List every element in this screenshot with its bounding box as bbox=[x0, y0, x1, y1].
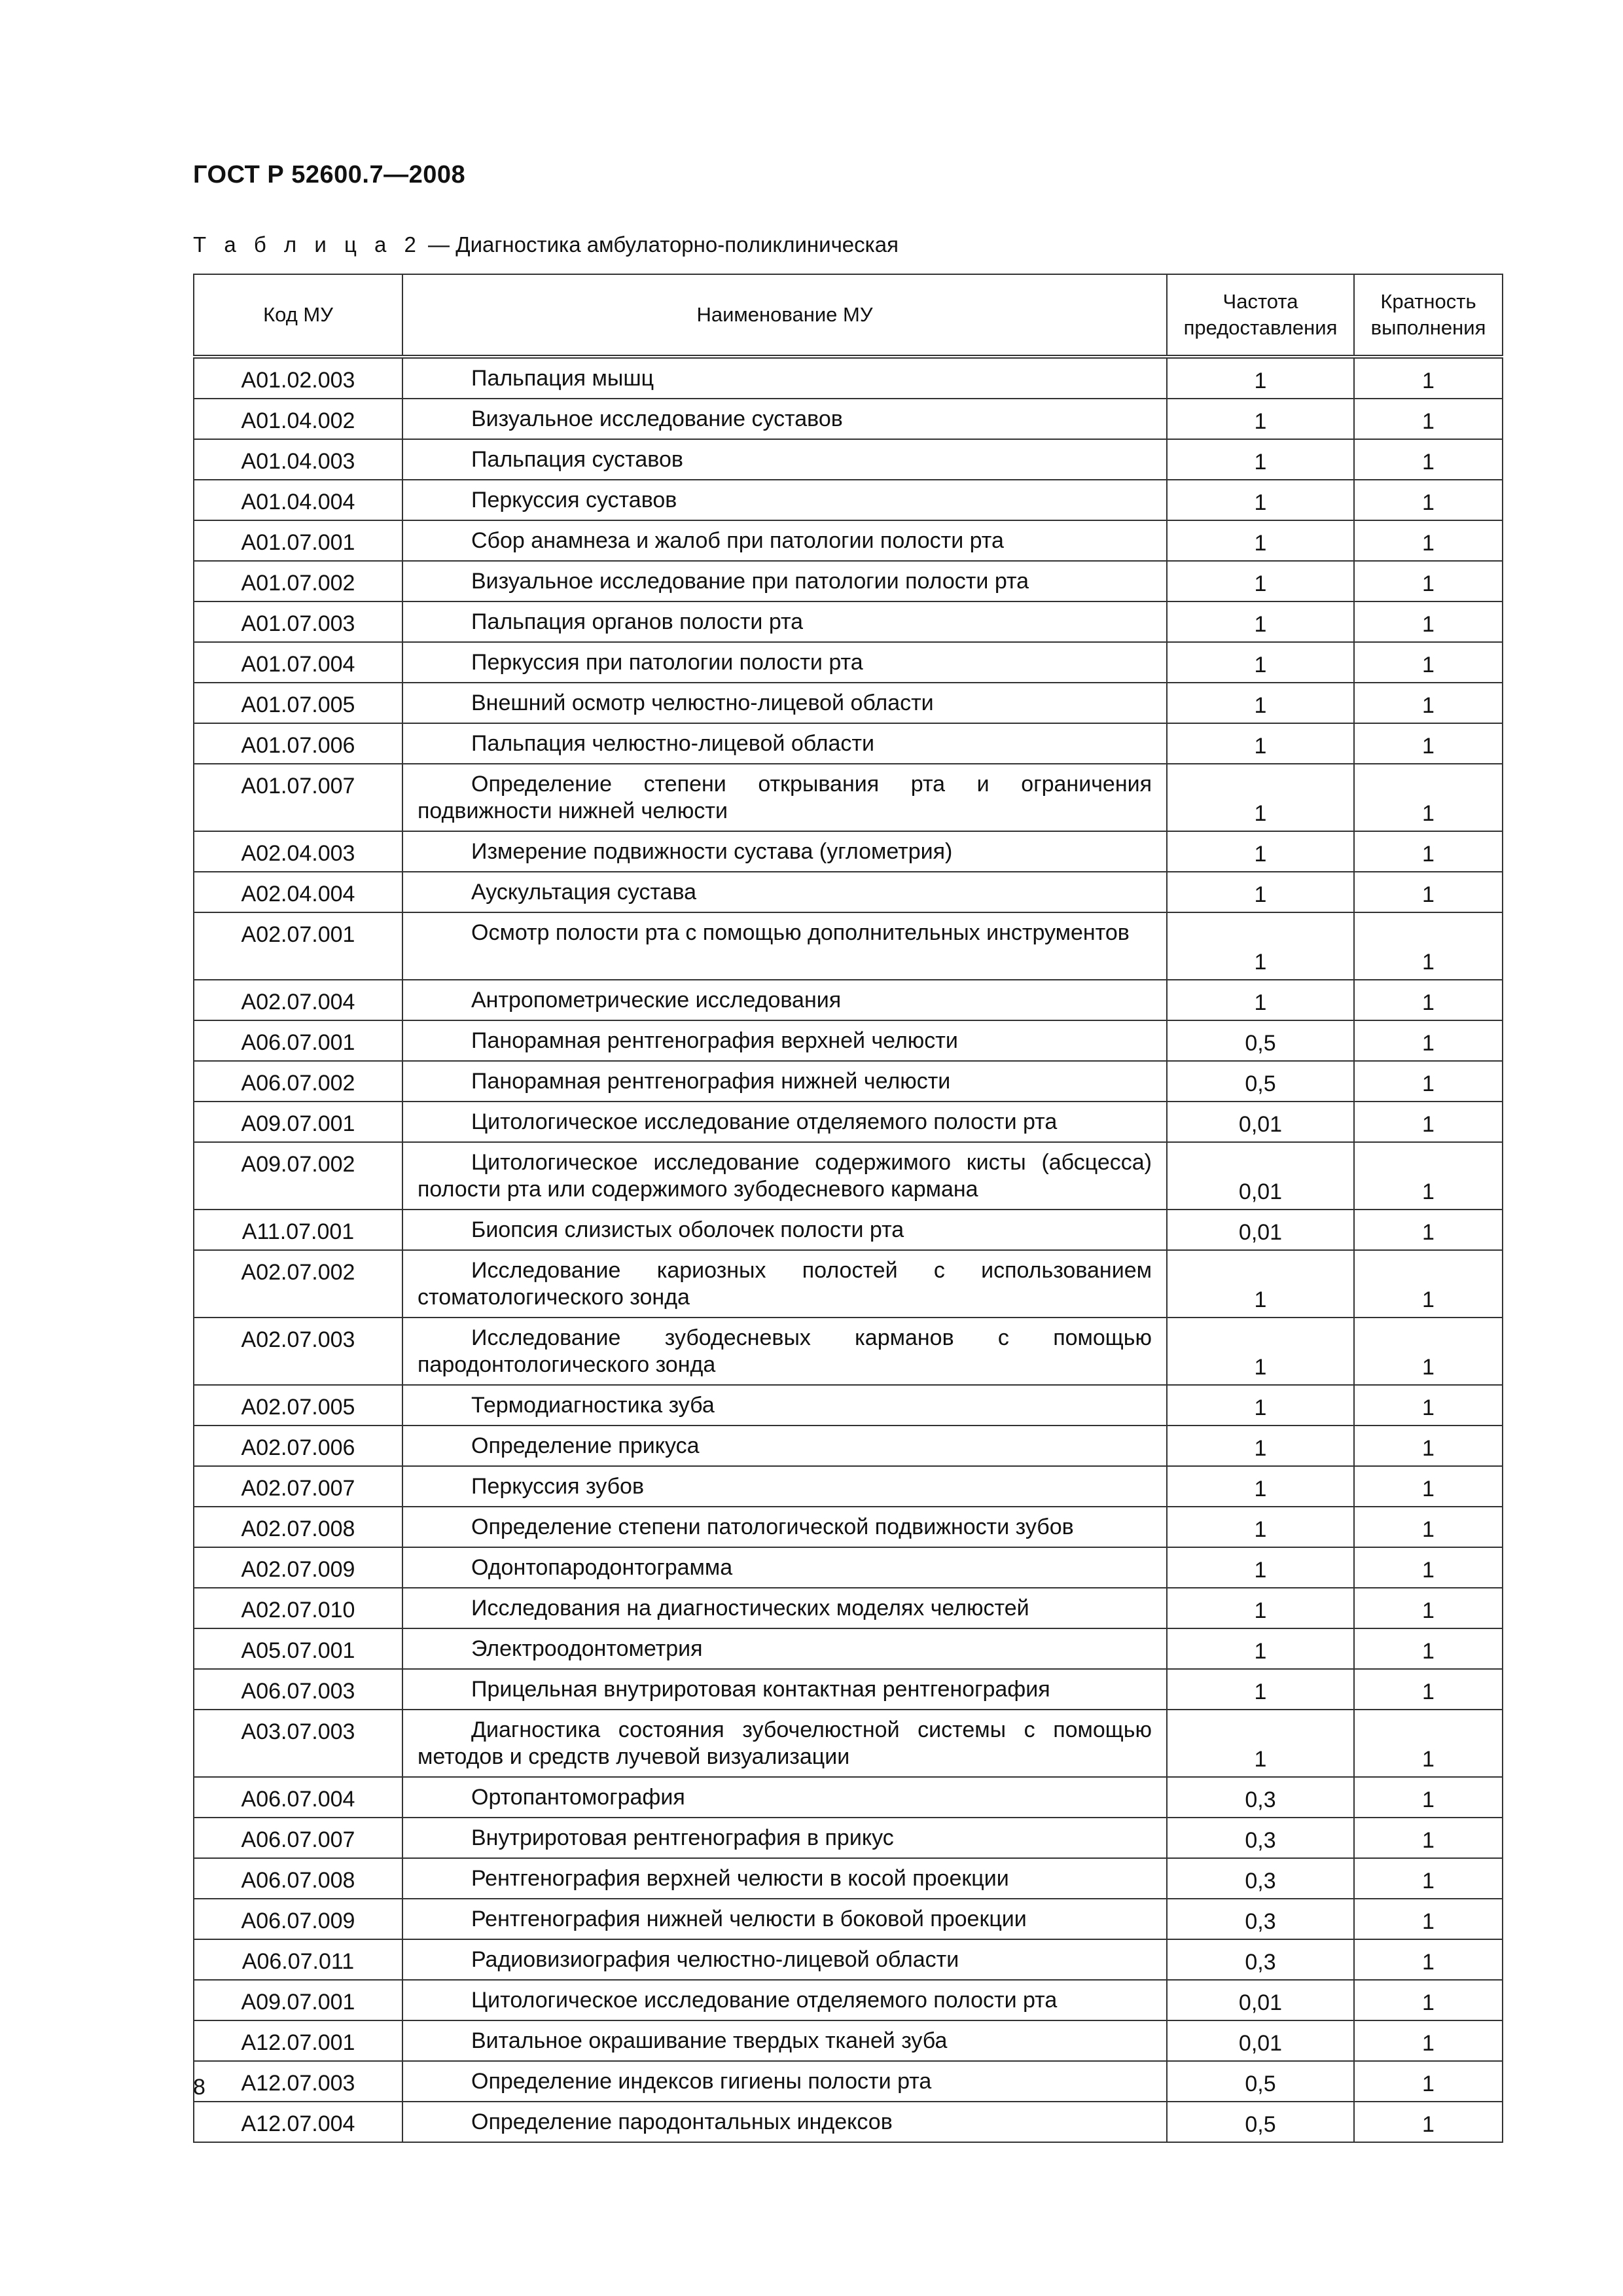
cell-frequency: 0,5 bbox=[1167, 1020, 1354, 1061]
cell-code: А01.07.001 bbox=[194, 520, 402, 561]
cell-code: А06.07.009 bbox=[194, 1899, 402, 1939]
cell-frequency: 1 bbox=[1167, 1426, 1354, 1466]
cell-name-text: Визуальное исследование суставов bbox=[471, 406, 843, 431]
table-row bbox=[194, 399, 1503, 439]
table-row bbox=[194, 520, 1503, 561]
table-caption-text: — Диагностика амбулаторно-поликлиническая bbox=[421, 232, 899, 257]
cell-code: А12.07.003 bbox=[194, 2061, 402, 2102]
cell-name bbox=[402, 723, 1167, 764]
cell-code: А06.07.011 bbox=[194, 1939, 402, 1980]
table-row bbox=[194, 1102, 1503, 1142]
cell-frequency: 0,3 bbox=[1167, 1858, 1354, 1899]
cell-name bbox=[402, 1210, 1167, 1250]
cell-multiplicity: 1 bbox=[1354, 1899, 1503, 1939]
cell-code: А01.04.004 bbox=[194, 480, 402, 520]
cell-name bbox=[402, 1102, 1167, 1142]
table-row bbox=[194, 1507, 1503, 1547]
cell-code: А12.07.004 bbox=[194, 2102, 402, 2142]
cell-code: А01.02.003 bbox=[194, 357, 402, 399]
table-body bbox=[194, 357, 1503, 2142]
cell-name-text: Пальпация органов полости рта bbox=[471, 609, 804, 634]
cell-code: А01.07.004 bbox=[194, 642, 402, 683]
cell-frequency: 0,01 bbox=[1167, 1142, 1354, 1210]
cell-name bbox=[402, 1061, 1167, 1102]
table-row bbox=[194, 1777, 1503, 1818]
cell-name bbox=[402, 1250, 1167, 1318]
cell-name bbox=[402, 1777, 1167, 1818]
cell-frequency: 1 bbox=[1167, 1669, 1354, 1710]
cell-name-text: Определение прикуса bbox=[471, 1433, 700, 1458]
cell-frequency: 1 bbox=[1167, 601, 1354, 642]
cell-name-text: Диагностика состояния зубочелюстной системы с помощью методов и средств лучевой визуализации bbox=[418, 1717, 1152, 1769]
cell-code: А01.07.003 bbox=[194, 601, 402, 642]
cell-name-text: Панорамная рентгенография верхней челюсти bbox=[471, 1028, 958, 1053]
cell-frequency: 1 bbox=[1167, 683, 1354, 723]
cell-name-text: Аускультация сустава bbox=[471, 880, 697, 905]
table-row bbox=[194, 1142, 1503, 1210]
cell-multiplicity: 1 bbox=[1354, 1102, 1503, 1142]
cell-name-text: Исследование зубодесневых карманов с помощью пародонтологического зонда bbox=[418, 1325, 1152, 1377]
cell-name-text: Рентгенография нижней челюсти в боковой проекции bbox=[471, 1907, 1027, 1931]
table-row bbox=[194, 1818, 1503, 1858]
cell-name bbox=[402, 1385, 1167, 1426]
cell-code: А01.04.002 bbox=[194, 399, 402, 439]
cell-name bbox=[402, 1818, 1167, 1858]
cell-frequency: 1 bbox=[1167, 1547, 1354, 1588]
cell-code: А01.07.006 bbox=[194, 723, 402, 764]
cell-name-text: Определение степени патологической подвижности зубов bbox=[471, 1515, 1074, 1539]
cell-name-text: Пальпация челюстно-лицевой области bbox=[471, 731, 874, 756]
cell-multiplicity: 1 bbox=[1354, 480, 1503, 520]
cell-code: А01.04.003 bbox=[194, 439, 402, 480]
cell-multiplicity: 1 bbox=[1354, 357, 1503, 399]
cell-name bbox=[402, 1710, 1167, 1777]
cell-frequency: 1 bbox=[1167, 439, 1354, 480]
cell-name-text: Перкуссия суставов bbox=[471, 488, 677, 512]
cell-frequency: 0,5 bbox=[1167, 2102, 1354, 2142]
cell-multiplicity: 1 bbox=[1354, 399, 1503, 439]
cell-multiplicity: 1 bbox=[1354, 723, 1503, 764]
cell-multiplicity: 1 bbox=[1354, 1466, 1503, 1507]
cell-frequency: 1 bbox=[1167, 1250, 1354, 1318]
header-code: Код МУ bbox=[194, 274, 402, 357]
page-number: 8 bbox=[193, 2075, 205, 2100]
cell-name-text: Сбор анамнеза и жалоб при патологии полости рта bbox=[471, 528, 1004, 553]
table-row bbox=[194, 601, 1503, 642]
table-row bbox=[194, 1547, 1503, 1588]
cell-name-text: Перкуссия при патологии полости рта bbox=[471, 650, 863, 675]
table-row bbox=[194, 831, 1503, 872]
cell-multiplicity: 1 bbox=[1354, 642, 1503, 683]
table-row bbox=[194, 1466, 1503, 1507]
cell-code: А02.07.002 bbox=[194, 1250, 402, 1318]
cell-code: А09.07.001 bbox=[194, 1102, 402, 1142]
cell-name bbox=[402, 1899, 1167, 1939]
cell-name-text: Прицельная внутриротовая контактная рентгенография bbox=[471, 1677, 1050, 1702]
table-row bbox=[194, 764, 1503, 831]
cell-multiplicity: 1 bbox=[1354, 1939, 1503, 1980]
cell-name-text: Визуальное исследование при патологии полости рта bbox=[471, 569, 1029, 594]
table-row bbox=[194, 2061, 1503, 2102]
cell-frequency: 0,5 bbox=[1167, 1061, 1354, 1102]
cell-name-text: Осмотр полости рта с помощью дополнительных инструментов bbox=[471, 920, 1130, 945]
table-row bbox=[194, 683, 1503, 723]
cell-code: А06.07.002 bbox=[194, 1061, 402, 1102]
cell-name bbox=[402, 912, 1167, 980]
cell-name bbox=[402, 1547, 1167, 1588]
cell-code: А02.07.001 bbox=[194, 912, 402, 980]
cell-name-text: Исследования на диагностических моделях челюстей bbox=[471, 1596, 1029, 1621]
cell-name bbox=[402, 1020, 1167, 1061]
cell-multiplicity: 1 bbox=[1354, 1250, 1503, 1318]
table-row bbox=[194, 1020, 1503, 1061]
cell-code: А03.07.003 bbox=[194, 1710, 402, 1777]
table-row bbox=[194, 1628, 1503, 1669]
cell-name-text: Электроодонтометрия bbox=[471, 1636, 703, 1661]
header-multiplicity: Кратность выполнения bbox=[1354, 274, 1503, 357]
cell-name-text: Радиовизиография челюстно-лицевой области bbox=[471, 1947, 959, 1972]
table-row bbox=[194, 872, 1503, 912]
table-row bbox=[194, 912, 1503, 980]
table-row bbox=[194, 1250, 1503, 1318]
table-caption-label: Т а б л и ц а 2 bbox=[193, 232, 422, 257]
cell-multiplicity: 1 bbox=[1354, 764, 1503, 831]
cell-code: А06.07.007 bbox=[194, 1818, 402, 1858]
cell-code: А02.07.006 bbox=[194, 1426, 402, 1466]
cell-name bbox=[402, 1858, 1167, 1899]
cell-code: А02.07.007 bbox=[194, 1466, 402, 1507]
cell-multiplicity: 1 bbox=[1354, 1426, 1503, 1466]
cell-frequency: 1 bbox=[1167, 357, 1354, 399]
cell-multiplicity: 1 bbox=[1354, 601, 1503, 642]
cell-frequency: 1 bbox=[1167, 1318, 1354, 1385]
cell-name-text: Витальное окрашивание твердых тканей зуба bbox=[471, 2028, 948, 2053]
cell-frequency: 1 bbox=[1167, 520, 1354, 561]
cell-frequency: 0,3 bbox=[1167, 1818, 1354, 1858]
cell-name bbox=[402, 520, 1167, 561]
cell-name-text: Цитологическое исследование отделяемого полости рта bbox=[471, 1109, 1058, 1134]
cell-multiplicity: 1 bbox=[1354, 1710, 1503, 1777]
table-row bbox=[194, 1980, 1503, 2020]
table-row bbox=[194, 1588, 1503, 1628]
cell-name-text: Панорамная рентгенография нижней челюсти bbox=[471, 1069, 951, 1094]
cell-code: А02.07.010 bbox=[194, 1588, 402, 1628]
cell-code: А06.07.001 bbox=[194, 1020, 402, 1061]
table-row bbox=[194, 561, 1503, 601]
cell-code: А06.07.003 bbox=[194, 1669, 402, 1710]
cell-name bbox=[402, 1939, 1167, 1980]
cell-name bbox=[402, 872, 1167, 912]
cell-code: А02.07.003 bbox=[194, 1318, 402, 1385]
cell-frequency: 1 bbox=[1167, 1507, 1354, 1547]
cell-multiplicity: 1 bbox=[1354, 1669, 1503, 1710]
cell-name bbox=[402, 1588, 1167, 1628]
cell-multiplicity: 1 bbox=[1354, 1061, 1503, 1102]
cell-frequency: 0,3 bbox=[1167, 1899, 1354, 1939]
cell-frequency: 1 bbox=[1167, 1385, 1354, 1426]
cell-name-text: Цитологическое исследование отделяемого полости рта bbox=[471, 1988, 1058, 2013]
cell-name bbox=[402, 1426, 1167, 1466]
cell-multiplicity: 1 bbox=[1354, 683, 1503, 723]
cell-frequency: 1 bbox=[1167, 1710, 1354, 1777]
cell-frequency: 0,5 bbox=[1167, 2061, 1354, 2102]
cell-name-text: Цитологическое исследование содержимого кисты (абсцесса) полости рта или содержимого зубодесневого кармана bbox=[418, 1150, 1152, 1202]
table-row bbox=[194, 357, 1503, 399]
cell-multiplicity: 1 bbox=[1354, 561, 1503, 601]
cell-name bbox=[402, 1669, 1167, 1710]
table-row bbox=[194, 2102, 1503, 2142]
table-row bbox=[194, 723, 1503, 764]
cell-code: А09.07.001 bbox=[194, 1980, 402, 2020]
cell-code: А12.07.001 bbox=[194, 2020, 402, 2061]
table-row bbox=[194, 1858, 1503, 1899]
cell-multiplicity: 1 bbox=[1354, 520, 1503, 561]
cell-name bbox=[402, 561, 1167, 601]
cell-frequency: 1 bbox=[1167, 1466, 1354, 1507]
cell-name bbox=[402, 1466, 1167, 1507]
table-header-row bbox=[194, 274, 1503, 357]
cell-code: А09.07.002 bbox=[194, 1142, 402, 1210]
cell-name-text: Внутриротовая рентгенография в прикус bbox=[471, 1825, 894, 1850]
table-row bbox=[194, 1710, 1503, 1777]
table-row bbox=[194, 1669, 1503, 1710]
document-title: ГОСТ Р 52600.7—2008 bbox=[193, 161, 466, 188]
cell-code: А02.07.009 bbox=[194, 1547, 402, 1588]
diagnostics-table bbox=[193, 274, 1503, 2143]
cell-name-text: Пальпация суставов bbox=[471, 447, 683, 472]
cell-multiplicity: 1 bbox=[1354, 1020, 1503, 1061]
cell-multiplicity: 1 bbox=[1354, 2061, 1503, 2102]
table-row bbox=[194, 1385, 1503, 1426]
cell-code: А02.07.008 bbox=[194, 1507, 402, 1547]
cell-multiplicity: 1 bbox=[1354, 1210, 1503, 1250]
cell-multiplicity: 1 bbox=[1354, 1818, 1503, 1858]
cell-frequency: 0,01 bbox=[1167, 1210, 1354, 1250]
cell-frequency: 1 bbox=[1167, 642, 1354, 683]
table-row bbox=[194, 480, 1503, 520]
cell-name bbox=[402, 683, 1167, 723]
cell-multiplicity: 1 bbox=[1354, 2102, 1503, 2142]
cell-code: А01.07.002 bbox=[194, 561, 402, 601]
table-row bbox=[194, 1318, 1503, 1385]
cell-frequency: 0,3 bbox=[1167, 1939, 1354, 1980]
table-row bbox=[194, 1426, 1503, 1466]
cell-name bbox=[402, 1507, 1167, 1547]
cell-frequency: 1 bbox=[1167, 1628, 1354, 1669]
header-frequency: Частота предоставления bbox=[1167, 274, 1354, 357]
cell-frequency: 1 bbox=[1167, 480, 1354, 520]
cell-code: А02.04.004 bbox=[194, 872, 402, 912]
table-caption bbox=[193, 232, 899, 257]
cell-name-text: Рентгенография верхней челюсти в косой проекции bbox=[471, 1866, 1009, 1891]
cell-multiplicity: 1 bbox=[1354, 439, 1503, 480]
cell-name bbox=[402, 1628, 1167, 1669]
cell-name-text: Определение индексов гигиены полости рта bbox=[471, 2069, 932, 2094]
cell-multiplicity: 1 bbox=[1354, 1588, 1503, 1628]
cell-name-text: Одонтопародонтограмма bbox=[471, 1555, 733, 1580]
table-row bbox=[194, 1061, 1503, 1102]
cell-multiplicity: 1 bbox=[1354, 1628, 1503, 1669]
cell-code: А06.07.004 bbox=[194, 1777, 402, 1818]
table-row bbox=[194, 1939, 1503, 1980]
cell-code: А02.07.005 bbox=[194, 1385, 402, 1426]
cell-name bbox=[402, 764, 1167, 831]
cell-name bbox=[402, 2102, 1167, 2142]
cell-multiplicity: 1 bbox=[1354, 2020, 1503, 2061]
cell-multiplicity: 1 bbox=[1354, 1547, 1503, 1588]
cell-name-text: Измерение подвижности сустава (углометрия) bbox=[471, 839, 953, 864]
cell-name bbox=[402, 2061, 1167, 2102]
cell-frequency: 1 bbox=[1167, 872, 1354, 912]
cell-name-text: Термодиагностика зуба bbox=[471, 1393, 715, 1418]
cell-name bbox=[402, 2020, 1167, 2061]
cell-multiplicity: 1 bbox=[1354, 1858, 1503, 1899]
cell-frequency: 0,01 bbox=[1167, 1102, 1354, 1142]
cell-multiplicity: 1 bbox=[1354, 1507, 1503, 1547]
cell-name-text: Определение пародонтальных индексов bbox=[471, 2109, 893, 2134]
table-row bbox=[194, 439, 1503, 480]
cell-frequency: 0,01 bbox=[1167, 1980, 1354, 2020]
cell-multiplicity: 1 bbox=[1354, 980, 1503, 1020]
cell-multiplicity: 1 bbox=[1354, 1318, 1503, 1385]
cell-name-text: Определение степени открывания рта и ограничения подвижности нижней челюсти bbox=[418, 772, 1152, 823]
table-row bbox=[194, 1210, 1503, 1250]
cell-name-text: Ортопантомография bbox=[471, 1785, 685, 1810]
cell-name-text: Исследование кариозных полостей с использованием стоматологического зонда bbox=[418, 1258, 1152, 1310]
cell-name-text: Биопсия слизистых оболочек полости рта bbox=[471, 1217, 904, 1242]
cell-code: А01.07.005 bbox=[194, 683, 402, 723]
table-row bbox=[194, 1899, 1503, 1939]
cell-name-text: Антропометрические исследования bbox=[471, 988, 842, 1013]
cell-name-text: Внешний осмотр челюстно-лицевой области bbox=[471, 691, 934, 715]
cell-multiplicity: 1 bbox=[1354, 1142, 1503, 1210]
cell-name bbox=[402, 601, 1167, 642]
cell-multiplicity: 1 bbox=[1354, 1777, 1503, 1818]
cell-name bbox=[402, 831, 1167, 872]
cell-name bbox=[402, 642, 1167, 683]
cell-name bbox=[402, 980, 1167, 1020]
cell-name bbox=[402, 439, 1167, 480]
header-name: Наименование МУ bbox=[402, 274, 1167, 357]
cell-code: А06.07.008 bbox=[194, 1858, 402, 1899]
cell-frequency: 0,3 bbox=[1167, 1777, 1354, 1818]
cell-code: А01.07.007 bbox=[194, 764, 402, 831]
cell-name bbox=[402, 1318, 1167, 1385]
cell-code: А05.07.001 bbox=[194, 1628, 402, 1669]
cell-frequency: 1 bbox=[1167, 561, 1354, 601]
cell-code: А02.04.003 bbox=[194, 831, 402, 872]
cell-frequency: 1 bbox=[1167, 399, 1354, 439]
cell-frequency: 1 bbox=[1167, 1588, 1354, 1628]
cell-frequency: 0,01 bbox=[1167, 2020, 1354, 2061]
cell-multiplicity: 1 bbox=[1354, 831, 1503, 872]
cell-code: А02.07.004 bbox=[194, 980, 402, 1020]
table-row bbox=[194, 980, 1503, 1020]
cell-name bbox=[402, 357, 1167, 399]
cell-frequency: 1 bbox=[1167, 764, 1354, 831]
cell-multiplicity: 1 bbox=[1354, 912, 1503, 980]
cell-frequency: 1 bbox=[1167, 723, 1354, 764]
cell-name-text: Пальпация мышц bbox=[471, 366, 654, 391]
cell-multiplicity: 1 bbox=[1354, 872, 1503, 912]
table-row bbox=[194, 642, 1503, 683]
cell-multiplicity: 1 bbox=[1354, 1980, 1503, 2020]
cell-frequency: 1 bbox=[1167, 980, 1354, 1020]
cell-code: А11.07.001 bbox=[194, 1210, 402, 1250]
cell-name bbox=[402, 480, 1167, 520]
cell-multiplicity: 1 bbox=[1354, 1385, 1503, 1426]
cell-frequency: 1 bbox=[1167, 831, 1354, 872]
cell-name bbox=[402, 399, 1167, 439]
cell-name bbox=[402, 1142, 1167, 1210]
cell-frequency: 1 bbox=[1167, 912, 1354, 980]
cell-name-text: Перкуссия зубов bbox=[471, 1474, 645, 1499]
table-row bbox=[194, 2020, 1503, 2061]
cell-name bbox=[402, 1980, 1167, 2020]
